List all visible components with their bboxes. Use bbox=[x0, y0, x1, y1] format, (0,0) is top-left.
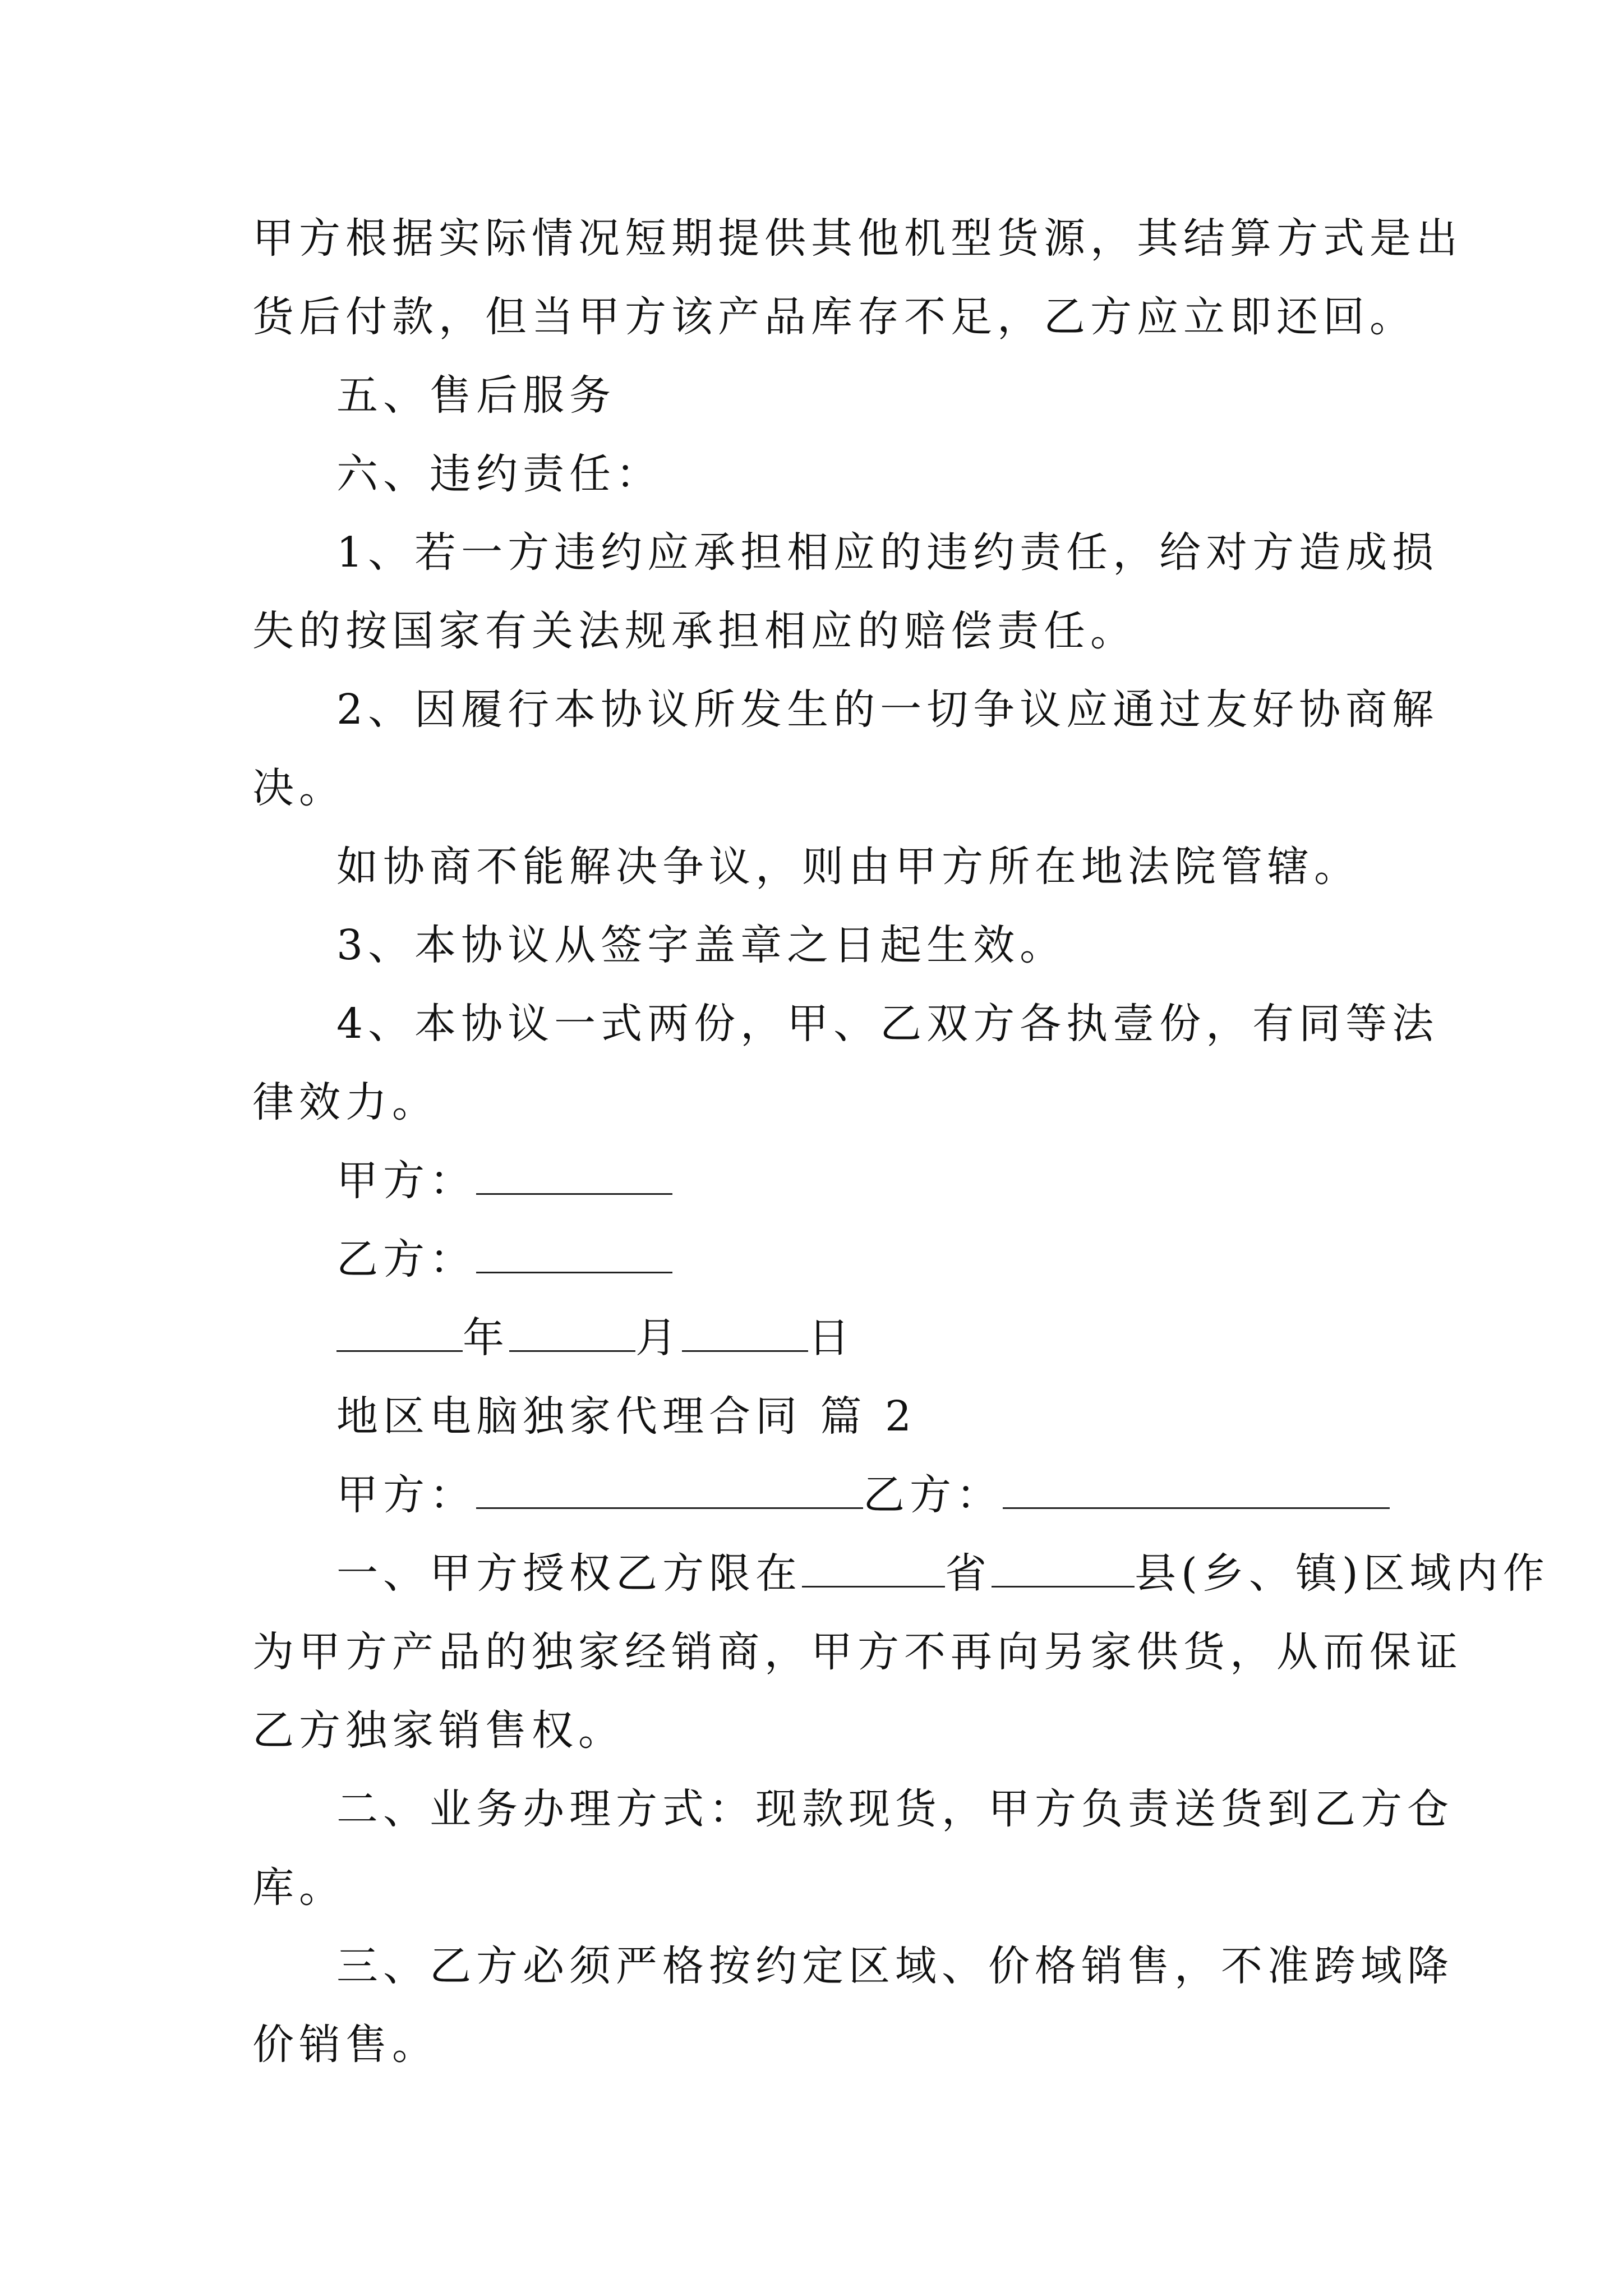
paragraph-line: 4、本协议一式两份，甲、乙双方各执壹份，有同等法 bbox=[336, 1000, 1439, 1048]
clause-1-line-3: 乙方独家销售权。 bbox=[252, 1706, 625, 1755]
month-label: 月 bbox=[635, 1314, 682, 1362]
parties-line bbox=[336, 1470, 1390, 1520]
paragraph-line: 如协商不能解决争议，则由甲方所在地法院管辖。 bbox=[336, 843, 1361, 891]
party-a-label: 甲方： bbox=[336, 1471, 476, 1519]
section-2-title: 地区电脑独家代理合同 篇 2 bbox=[336, 1392, 917, 1441]
party-a-blank bbox=[476, 1156, 672, 1195]
party-b-label: 乙方： bbox=[336, 1235, 476, 1283]
clause-2-line-2: 库。 bbox=[252, 1864, 345, 1912]
party-a-label: 甲方： bbox=[336, 1157, 476, 1205]
clause-1-line-1 bbox=[336, 1548, 1550, 1599]
paragraph-line: 决。 bbox=[252, 764, 345, 812]
party-b-blank bbox=[476, 1235, 672, 1273]
clause-3-line-2: 价销售。 bbox=[252, 2021, 439, 2069]
year-blank bbox=[336, 1313, 463, 1352]
paragraph-line: 1、若一方违约应承担相应的违约责任，给对方造成损 bbox=[336, 528, 1439, 577]
clause-1-text: 一、甲方授权乙方限在 bbox=[336, 1549, 802, 1598]
paragraph-line: 3、本协议从签字盖章之日起生效。 bbox=[336, 921, 1067, 969]
section-heading-after-sales: 五、售后服务 bbox=[336, 371, 616, 420]
party-a-blank bbox=[476, 1470, 863, 1509]
paragraph-line: 甲方根据实际情况短期提供其他机型货源，其结算方式是出 bbox=[252, 214, 1463, 263]
paragraph-line: 货后付款，但当甲方该产品库存不足，乙方应立即还回。 bbox=[252, 293, 1416, 341]
signature-date bbox=[336, 1313, 855, 1363]
paragraph-line: 2、因履行本协议所发生的一切争议应通过友好协商解 bbox=[336, 685, 1439, 734]
province-label: 省 bbox=[945, 1549, 992, 1598]
clause-2-line-1: 二、业务办理方式：现款现货，甲方负责送货到乙方仓 bbox=[336, 1785, 1454, 1833]
province-blank bbox=[802, 1549, 945, 1588]
section-heading-liability: 六、违约责任： bbox=[336, 450, 662, 498]
clause-1-line-2: 为甲方产品的独家经销商，甲方不再向另家供货，从而保证 bbox=[252, 1628, 1463, 1676]
clause-1-text-cont: 县(乡、镇)区域内作 bbox=[1135, 1549, 1550, 1598]
month-blank bbox=[509, 1313, 635, 1352]
paragraph-line: 失的按国家有关法规承担相应的赔偿责任。 bbox=[252, 607, 1137, 655]
party-b-label: 乙方： bbox=[863, 1471, 1003, 1519]
year-label: 年 bbox=[463, 1314, 509, 1362]
party-b-blank bbox=[1003, 1470, 1390, 1509]
paragraph-line: 律效力。 bbox=[252, 1078, 439, 1126]
signature-party-a bbox=[336, 1156, 672, 1206]
signature-party-b bbox=[336, 1234, 672, 1285]
day-label: 日 bbox=[808, 1314, 855, 1362]
clause-3-line-1: 三、乙方必须严格按约定区域、价格销售，不准跨域降 bbox=[336, 1942, 1454, 1990]
day-blank bbox=[682, 1313, 808, 1352]
county-blank bbox=[992, 1549, 1135, 1588]
